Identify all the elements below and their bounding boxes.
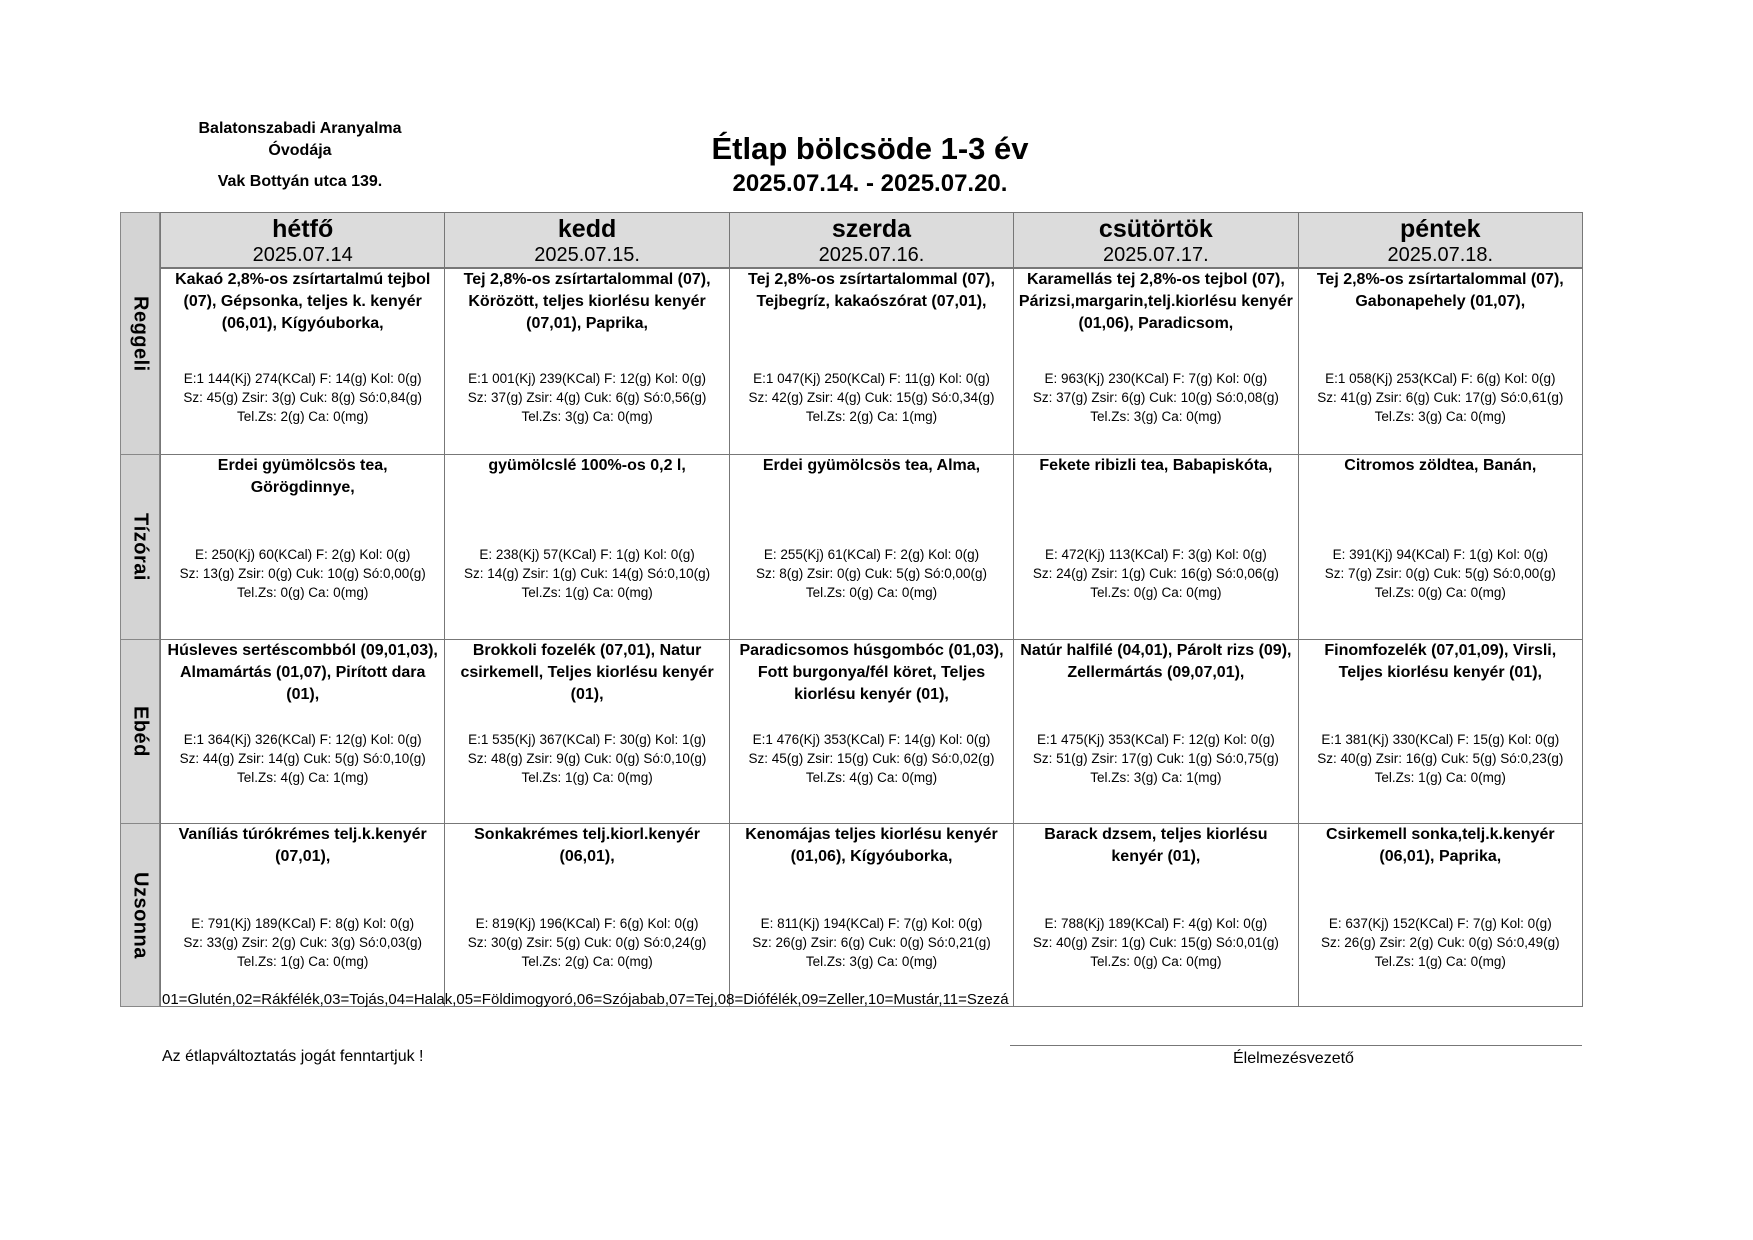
nutrition-line: E:1 381(Kj) 330(KCal) F: 15(g) Kol: 0(g) <box>1321 732 1560 747</box>
menu-item-text: Brokkoli fozelék (07,01), Natur csirkemell, Teljes kiorlésu kenyér (01), <box>460 642 714 703</box>
institution-name-line2: Óvodája <box>268 142 332 159</box>
nutrition-line: E:1 364(Kj) 326(KCal) F: 12(g) Kol: 0(g) <box>183 732 422 747</box>
nutrition-line: Tel.Zs: 4(g) Ca: 1(mg) <box>237 770 369 785</box>
menu-item-text: Sonkakrémes telj.kiorl.kenyér (06,01), <box>474 826 701 865</box>
day-name: szerda <box>831 215 912 243</box>
nutrition-line: E: 255(Kj) 61(KCal) F: 2(g) Kol: 0(g) <box>763 547 980 562</box>
menu-item-text: Natúr halfilé (04,01), Párolt rizs (09), Zellermártás (09,07,01), <box>1020 642 1292 681</box>
nutrition-line: E:1 144(Kj) 274(KCal) F: 14(g) Kol: 0(g) <box>183 371 422 386</box>
day-header <box>729 212 1014 268</box>
meal-label-text: Ebéd <box>129 706 152 757</box>
nutrition-info <box>445 730 728 787</box>
nutrition-info <box>1299 730 1582 787</box>
allergen-legend <box>162 991 1009 1041</box>
nutrition-line: Sz: 24(g) Zsir: 1(g) Cuk: 16(g) Só:0,06(g) <box>1032 566 1279 581</box>
day-header <box>444 212 729 268</box>
nutrition-line: Sz: 40(g) Zsir: 16(g) Cuk: 5(g) Só:0,23(g) <box>1317 751 1564 766</box>
menu-cell <box>1298 268 1583 455</box>
meal-label <box>120 823 160 1007</box>
signature-label: Élelmezésvezető <box>1233 1050 1354 1067</box>
institution-address: Vak Bottyán utca 139. <box>217 173 383 190</box>
nutrition-line: E:1 535(Kj) 367(KCal) F: 30(g) Kol: 1(g) <box>468 732 707 747</box>
nutrition-line: Sz: 37(g) Zsir: 4(g) Cuk: 6(g) Só:0,56(g) <box>467 390 707 405</box>
nutrition-info <box>1014 914 1297 971</box>
meal-label-text: Uzsonna <box>129 871 152 959</box>
nutrition-line: E:1 047(Kj) 250(KCal) F: 11(g) Kol: 0(g) <box>753 371 990 386</box>
nutrition-line: Sz: 7(g) Zsir: 0(g) Cuk: 5(g) Só:0,00(g) <box>1324 566 1556 581</box>
menu-cell <box>729 823 1014 1007</box>
institution-block <box>160 118 440 193</box>
title-block <box>590 130 1150 200</box>
menu-item-text: Kakaó 2,8%-os zsírtartalmú tejbol (07), Gépsonka, teljes k. kenyér (06,01), Kígyóuborka, <box>175 271 431 332</box>
menu-cell <box>160 823 445 1007</box>
nutrition-line: E:1 475(Kj) 353(KCal) F: 12(g) Kol: 0(g) <box>1036 732 1275 747</box>
menu-cell <box>1013 268 1298 455</box>
nutrition-info <box>730 369 1013 426</box>
nutrition-line: E:1 058(Kj) 253(KCal) F: 6(g) Kol: 0(g) <box>1325 371 1556 386</box>
nutrition-info <box>1014 545 1297 602</box>
nutrition-line: Sz: 8(g) Zsir: 0(g) Cuk: 5(g) Só:0,00(g) <box>755 566 988 581</box>
nutrition-line: Tel.Zs: 3(g) Ca: 0(mg) <box>805 954 938 969</box>
nutrition-info <box>730 545 1013 602</box>
nutrition-line: Tel.Zs: 3(g) Ca: 0(mg) <box>1090 409 1222 424</box>
nutrition-line: Tel.Zs: 0(g) Ca: 0(mg) <box>237 585 369 600</box>
nutrition-line: Tel.Zs: 3(g) Ca: 0(mg) <box>521 409 653 424</box>
day-name: péntek <box>1399 215 1481 243</box>
nutrition-line: Sz: 14(g) Zsir: 1(g) Cuk: 14(g) Só:0,10(g) <box>464 566 711 581</box>
nutrition-line: Sz: 42(g) Zsir: 4(g) Cuk: 15(g) Só:0,34(g) <box>748 390 995 405</box>
day-date: 2025.07.18. <box>1387 244 1494 266</box>
menu-item-text: Fekete ribizli tea, Babapiskóta, <box>1039 457 1273 474</box>
nutrition-line: E: 819(Kj) 196(KCal) F: 6(g) Kol: 0(g) <box>475 916 699 931</box>
menu-item-text: Tej 2,8%-os zsírtartalommal (07), Körözött, teljes kiorlésu kenyér (07,01), Paprika, <box>463 271 711 332</box>
menu-item-text: Kenomájas teljes kiorlésu kenyér (01,06), Kígyóuborka, <box>745 826 998 865</box>
nutrition-line: Sz: 51(g) Zsir: 17(g) Cuk: 1(g) Só:0,75(g) <box>1032 751 1279 766</box>
menu-cell <box>1298 639 1583 824</box>
menu-item-text: Tej 2,8%-os zsírtartalommal (07), Gabonapehely (01,07), <box>1316 271 1564 310</box>
nutrition-line: Sz: 45(g) Zsir: 15(g) Cuk: 6(g) Só:0,02(g) <box>748 751 995 766</box>
nutrition-line: E:1 001(Kj) 239(KCal) F: 12(g) Kol: 0(g) <box>468 371 707 386</box>
nutrition-line: Tel.Zs: 2(g) Ca: 0(mg) <box>521 954 653 969</box>
menu-cell <box>444 454 729 640</box>
nutrition-line: Tel.Zs: 1(g) Ca: 0(mg) <box>1374 770 1506 785</box>
nutrition-line: Tel.Zs: 3(g) Ca: 0(mg) <box>1374 409 1506 424</box>
nutrition-line: Sz: 13(g) Zsir: 0(g) Cuk: 10(g) Só:0,00(g) <box>179 566 426 581</box>
day-header <box>1298 212 1583 268</box>
nutrition-line: E: 472(Kj) 113(KCal) F: 3(g) Kol: 0(g) <box>1044 547 1267 562</box>
nutrition-line: E: 811(Kj) 194(KCal) F: 7(g) Kol: 0(g) <box>760 916 983 931</box>
footer-note: Az étlapváltoztatás jogát fenntartjuk ! <box>162 1048 424 1065</box>
menu-item-text: Finomfozelék (07,01,09), Virsli, Teljes kiorlésu kenyér (01), <box>1324 642 1557 681</box>
nutrition-line: Tel.Zs: 1(g) Ca: 0(mg) <box>521 770 653 785</box>
meal-label-text: Tízórai <box>129 513 152 581</box>
menu-item-text: Erdei gyümölcsös tea, Alma, <box>762 457 981 474</box>
nutrition-line: Tel.Zs: 4(g) Ca: 0(mg) <box>805 770 938 785</box>
nutrition-line: E: 238(Kj) 57(KCal) F: 1(g) Kol: 0(g) <box>479 547 695 562</box>
signature-line <box>1010 1045 1582 1046</box>
nutrition-info <box>1014 369 1297 426</box>
nutrition-line: Tel.Zs: 1(g) Ca: 0(mg) <box>237 954 369 969</box>
nutrition-line: Sz: 30(g) Zsir: 5(g) Cuk: 0(g) Só:0,24(g) <box>467 935 707 950</box>
nutrition-line: E: 250(Kj) 60(KCal) F: 2(g) Kol: 0(g) <box>195 547 411 562</box>
nutrition-info <box>730 914 1013 971</box>
nutrition-info <box>161 914 444 971</box>
menu-cell <box>160 639 445 824</box>
menu-item-text: gyümölcslé 100%-os 0,2 l, <box>488 457 686 474</box>
menu-cell <box>160 454 445 640</box>
nutrition-line: Tel.Zs: 1(g) Ca: 0(mg) <box>1374 954 1506 969</box>
menu-cell <box>1298 454 1583 640</box>
nutrition-line: Sz: 40(g) Zsir: 1(g) Cuk: 15(g) Só:0,01(g) <box>1032 935 1279 950</box>
nutrition-info <box>1299 545 1582 602</box>
menu-item-text: Erdei gyümölcsös tea, Görögdinnye, <box>217 457 388 496</box>
day-name: hétfő <box>272 215 334 243</box>
nutrition-line: E:1 476(Kj) 353(KCal) F: 14(g) Kol: 0(g) <box>752 732 991 747</box>
nutrition-line: Sz: 45(g) Zsir: 3(g) Cuk: 8(g) Só:0,84(g) <box>183 390 422 405</box>
nutrition-info <box>161 369 444 426</box>
menu-cell <box>444 268 729 455</box>
nutrition-line: Tel.Zs: 0(g) Ca: 0(mg) <box>805 585 938 600</box>
nutrition-line: E: 963(Kj) 230(KCal) F: 7(g) Kol: 0(g) <box>1044 371 1268 386</box>
day-date: 2025.07.14 <box>252 244 353 266</box>
menu-cell <box>1013 639 1298 824</box>
menu-item-text: Karamellás tej 2,8%-os tejbol (07), Párizsi,margarin,telj.kiorlésu kenyér (01,06), Paradicsom, <box>1018 271 1293 332</box>
nutrition-info <box>1299 914 1582 971</box>
nutrition-line: E: 788(Kj) 189(KCal) F: 4(g) Kol: 0(g) <box>1044 916 1268 931</box>
nutrition-info <box>730 730 1013 787</box>
menu-cell <box>1298 823 1583 1007</box>
day-header <box>1013 212 1298 268</box>
meal-label <box>120 639 160 824</box>
meal-label <box>120 212 160 455</box>
nutrition-line: Tel.Zs: 0(g) Ca: 0(mg) <box>1090 585 1222 600</box>
nutrition-info <box>445 369 728 426</box>
nutrition-line: Sz: 41(g) Zsir: 6(g) Cuk: 17(g) Só:0,61(g) <box>1317 390 1564 405</box>
nutrition-line: Sz: 37(g) Zsir: 6(g) Cuk: 10(g) Só:0,08(g) <box>1032 390 1279 405</box>
nutrition-line: E: 637(Kj) 152(KCal) F: 7(g) Kol: 0(g) <box>1328 916 1552 931</box>
menu-table <box>120 212 1582 1006</box>
nutrition-info <box>161 730 444 787</box>
day-name: csütörtök <box>1098 215 1213 243</box>
nutrition-info <box>445 914 728 971</box>
nutrition-info <box>161 545 444 602</box>
nutrition-line: E: 791(Kj) 189(KCal) F: 8(g) Kol: 0(g) <box>191 916 415 931</box>
nutrition-line: Tel.Zs: 1(g) Ca: 0(mg) <box>521 585 653 600</box>
nutrition-line: Sz: 48(g) Zsir: 9(g) Cuk: 0(g) Só:0,10(g) <box>467 751 707 766</box>
menu-cell <box>729 454 1014 640</box>
menu-item-text: Tej 2,8%-os zsírtartalommal (07), Tejbegríz, kakaószórat (07,01), <box>748 271 995 310</box>
page-title: Étlap bölcsöde 1-3 év <box>711 131 1029 166</box>
institution-name-line1: Balatonszabadi Aranyalma <box>198 120 402 137</box>
date-range: 2025.07.14. - 2025.07.20. <box>732 170 1008 197</box>
day-header <box>160 212 445 268</box>
day-name: kedd <box>557 215 617 243</box>
meal-label <box>120 454 160 640</box>
menu-cell <box>729 268 1014 455</box>
nutrition-line: Sz: 33(g) Zsir: 2(g) Cuk: 3(g) Só:0,03(g) <box>183 935 422 950</box>
nutrition-line: Tel.Zs: 2(g) Ca: 1(mg) <box>805 409 938 424</box>
day-date: 2025.07.16. <box>818 244 925 266</box>
nutrition-line: E: 391(Kj) 94(KCal) F: 1(g) Kol: 0(g) <box>1332 547 1548 562</box>
allergen-legend-text: 01=Glutén,02=Rákfélék,03=Tojás,04=Halak,05=Földimogyoró,06=Szójabab,07=Tej,08=Diófélék,09=Zeller,10=Mustár,11=Szezá <box>162 991 1009 1008</box>
nutrition-line: Sz: 26(g) Zsir: 2(g) Cuk: 0(g) Só:0,49(g) <box>1321 935 1560 950</box>
menu-item-text: Csirkemell sonka,telj.k.kenyér (06,01), Paprika, <box>1326 826 1555 865</box>
menu-cell <box>1013 823 1298 1007</box>
menu-cell <box>729 639 1014 824</box>
nutrition-info <box>1014 730 1297 787</box>
menu-item-text: Vaníliás túrókrémes telj.k.kenyér (07,01), <box>178 826 427 865</box>
menu-item-text: Citromos zöldtea, Banán, <box>1344 457 1537 474</box>
nutrition-info <box>445 545 728 602</box>
day-date: 2025.07.17. <box>1103 244 1209 266</box>
menu-item-text: Barack dzsem, teljes kiorlésu kenyér (01), <box>1044 826 1268 865</box>
nutrition-info <box>1299 369 1582 426</box>
menu-cell <box>1013 454 1298 640</box>
nutrition-line: Sz: 44(g) Zsir: 14(g) Cuk: 5(g) Só:0,10(g) <box>179 751 426 766</box>
menu-cell <box>444 823 729 1007</box>
meal-label-text: Reggeli <box>129 295 152 372</box>
menu-cell <box>444 639 729 824</box>
day-date: 2025.07.15. <box>534 244 640 266</box>
nutrition-line: Sz: 26(g) Zsir: 6(g) Cuk: 0(g) Só:0,21(g) <box>752 935 991 950</box>
nutrition-line: Tel.Zs: 0(g) Ca: 0(mg) <box>1090 954 1222 969</box>
menu-item-text: Paradicsomos húsgombóc (01,03), Fott burgonya/fél köret, Teljes kiorlésu kenyér (01), <box>739 642 1004 703</box>
menu-item-text: Húsleves sertéscombból (09,01,03), Almamártás (01,07), Pirított dara (01), <box>167 642 438 703</box>
nutrition-line: Tel.Zs: 3(g) Ca: 1(mg) <box>1090 770 1222 785</box>
menu-cell <box>160 268 445 455</box>
nutrition-line: Tel.Zs: 0(g) Ca: 0(mg) <box>1374 585 1506 600</box>
nutrition-line: Tel.Zs: 2(g) Ca: 0(mg) <box>237 409 369 424</box>
